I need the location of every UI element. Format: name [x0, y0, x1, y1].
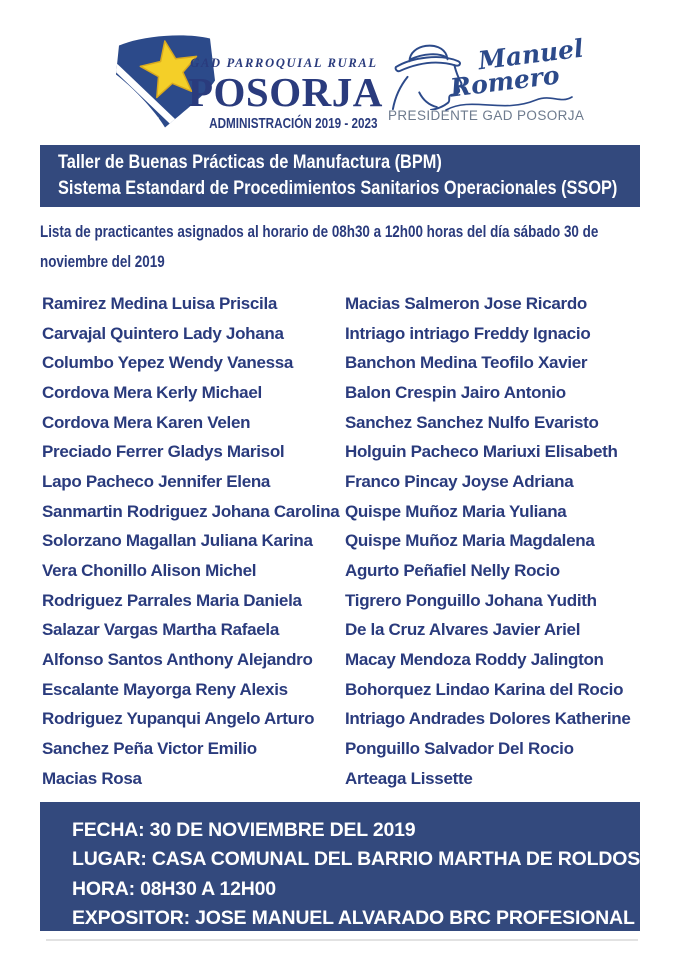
participant-name: Banchon Medina Teofilo Xavier — [345, 353, 588, 373]
event-detail-line: LUGAR: CASA COMUNAL DEL BARRIO MARTHA DE ROLDOS — [72, 848, 640, 871]
event-details-panel — [40, 802, 640, 931]
participant-name: Quispe Muñoz Maria Yuliana — [345, 501, 567, 521]
intro-text — [40, 217, 679, 276]
participant-name: Escalante Mayorga Reny Alexis — [42, 679, 288, 699]
org-title-block — [188, 56, 383, 132]
participant-name: Holguin Pacheco Mariuxi Elisabeth — [345, 442, 618, 462]
banner-line-1: Taller de Buenas Prácticas de Manufactura (BPM) — [58, 152, 442, 173]
participant-name: Preciado Ferrer Gladys Marisol — [42, 442, 285, 462]
participant-name: Carvajal Quintero Lady Johana — [42, 323, 284, 343]
participant-name: Rodriguez Yupanqui Angelo Arturo — [42, 709, 315, 729]
participant-name: Macias Salmeron Jose Ricardo — [345, 294, 587, 313]
participant-name: Lapo Pacheco Jennifer Elena — [42, 471, 271, 491]
participant-name: Macay Mendoza Roddy Jalington — [345, 649, 604, 669]
participant-name: Franco Pincay Joyse Adriana — [345, 471, 574, 491]
participant-name: Columbo Yepez Wendy Vanessa — [42, 353, 294, 373]
participant-name: Balon Crespin Jairo Antonio — [345, 382, 566, 402]
president-caption: PRESIDENTE GAD POSORJA — [388, 108, 585, 123]
participant-name: Ramirez Medina Luisa Priscila — [42, 294, 278, 313]
org-type-label: GAD PARROQUIAL RURAL — [190, 56, 378, 70]
participant-name: Macias Rosa — [42, 768, 142, 788]
workshop-title-banner — [40, 145, 640, 207]
participant-name: Cordova Mera Kerly Michael — [42, 382, 262, 402]
participant-name: Vera Chonillo Alison Michel — [42, 560, 257, 580]
president-block — [388, 30, 586, 132]
banner-line-2: Sistema Estandard de Procedimientos Sanitarios Operacionales (SSOP) — [58, 178, 618, 199]
intro-line-2: noviembre del 2019 — [40, 251, 165, 271]
participant-name: Agurto Peñafiel Nelly Rocio — [345, 560, 560, 580]
participant-name: Ponguillo Salvador Del Rocio — [345, 738, 574, 758]
participant-name: Rodriguez Parrales Maria Daniela — [42, 590, 302, 610]
participants-list — [42, 289, 654, 793]
participant-name: Quispe Muñoz Maria Magdalena — [345, 531, 595, 551]
participant-name: Bohorquez Lindao Karina del Rocio — [345, 679, 624, 699]
org-name: POSORJA — [188, 69, 383, 115]
participant-name: Intriago Andrades Dolores Katherine — [345, 709, 631, 729]
intro-line-1: Lista de practicantes asignados al horario de 08h30 a 12h00 horas del día sábado 30 de — [40, 222, 599, 241]
participants-right-column — [345, 289, 654, 793]
participant-name: Solorzano Magallan Juliana Karina — [42, 531, 313, 551]
participant-name: Sanchez Peña Victor Emilio — [42, 738, 257, 758]
event-detail-line: FECHA: 30 DE NOVIEMBRE DEL 2019 — [72, 819, 416, 841]
event-detail-line: HORA: 08H30 A 12H00 — [72, 877, 276, 900]
participant-name: De la Cruz Alvares Javier Ariel — [345, 620, 581, 640]
participant-name: Tigrero Ponguillo Johana Yudith — [345, 590, 597, 610]
bottom-divider — [46, 939, 638, 941]
administration-label: ADMINISTRACIÓN 2019 - 2023 — [209, 115, 378, 132]
participant-name: Alfonso Santos Anthony Alejandro — [42, 649, 313, 669]
event-detail-line: EXPOSITOR: JOSE MANUEL ALVARADO BRC PROFESIONAL — [72, 906, 635, 929]
participants-left-column — [42, 289, 345, 793]
participant-name: Salazar Vargas Martha Rafaela — [42, 620, 279, 640]
participant-name: Sanmartin Rodriguez Johana Carolina — [42, 501, 340, 521]
participant-name: Cordova Mera Karen Velen — [42, 412, 251, 432]
signature-last-name: Romero — [448, 60, 562, 103]
signature-first-name: Manuel — [476, 33, 586, 76]
participant-name: Arteaga Lissette — [345, 768, 473, 788]
participant-name: Sanchez Sanchez Nulfo Evaristo — [345, 412, 599, 432]
participant-name: Intriago intriago Freddy Ignacio — [345, 323, 591, 343]
